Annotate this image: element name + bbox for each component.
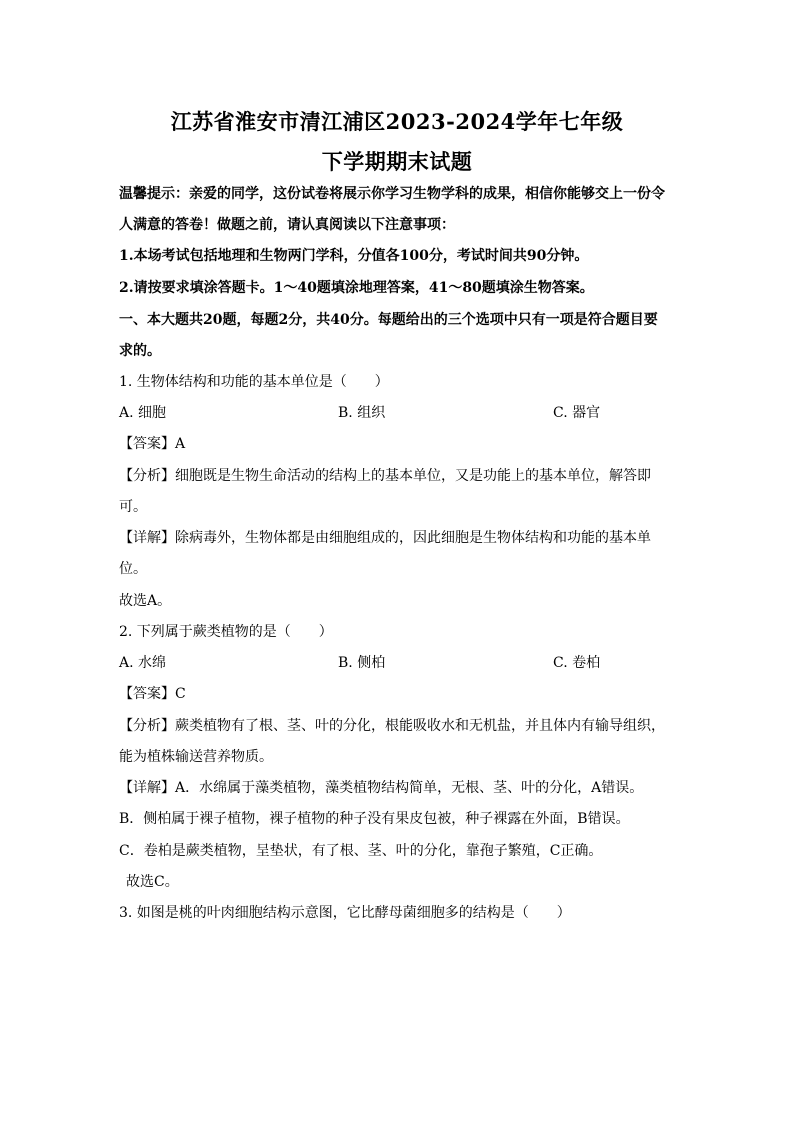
exam-rule: 2.请按要求填涂答题卡。1～40题填涂地理答案，41～80题填涂生物答案。 — [119, 280, 594, 296]
question-stem: 2. 下列属于蕨类植物的是（ ） — [119, 624, 333, 640]
detail-line: 【详解】除病毒外，生物体都是由细胞组成的，因此细胞是生物体结构和功能的基本单 — [119, 530, 651, 546]
conclusion-line: 故选C。 — [126, 874, 179, 890]
analysis-line: 【分析】细胞既是生物生命活动的结构上的基本单位，又是功能上的基本单位，解答即 — [119, 468, 651, 484]
detail-line: C．卷柏是蕨类植物，呈垫状，有了根、茎、叶的分化，靠孢子繁殖，C正确。 — [119, 843, 603, 859]
conclusion-line: 故选A。 — [119, 593, 172, 609]
question-option: B. 侧柏 — [338, 655, 386, 671]
question-option: A. 细胞 — [119, 405, 167, 421]
notice-line: 人满意的答卷！做题之前，请认真阅读以下注意事项： — [119, 217, 455, 233]
section-heading: 一、本大题共20题，每题2分，共40分。每题给出的三个选项中只有一项是符合题目要 — [119, 312, 658, 328]
section-heading: 求的。 — [119, 343, 161, 359]
exam-rule: 1.本场考试包括地理和生物两门学科，分值各100分，考试时间共90分钟。 — [119, 248, 589, 264]
question-option: C. 卷柏 — [553, 655, 601, 671]
analysis-line: 能为植株输送营养物质。 — [119, 749, 273, 765]
detail-line: 位。 — [119, 561, 147, 577]
question-option: A. 水绵 — [119, 655, 167, 671]
detail-line: B．侧柏属于裸子植物，裸子植物的种子没有果皮包被，种子裸露在外面，B错误。 — [119, 811, 630, 827]
document-subtitle: 下学期期末试题 — [321, 149, 473, 174]
question-stem: 1. 生物体结构和功能的基本单位是（ ） — [119, 374, 389, 390]
notice-line: 温馨提示：亲爱的同学，这份试卷将展示你学习生物学科的成果，相信你能够交上一份令 — [119, 186, 665, 202]
analysis-line: 【分析】蕨类植物有了根、茎、叶的分化，根能吸收水和无机盐，并且体内有输导组织， — [119, 718, 665, 734]
detail-line: 【详解】A．水绵属于藻类植物，藻类植物结构简单，无根、茎、叶的分化，A错误。 — [119, 780, 644, 796]
analysis-line: 可。 — [119, 499, 147, 515]
answer-line: 【答案】A — [119, 436, 186, 452]
question-option: B. 组织 — [338, 405, 386, 421]
document-title: 江苏省淮安市清江浦区2023-2024学年七年级 — [170, 109, 624, 134]
question-option: C. 器官 — [553, 405, 601, 421]
question-stem: 3. 如图是桃的叶肉细胞结构示意图，它比酵母菌细胞多的结构是（ ） — [119, 905, 571, 921]
answer-line: 【答案】C — [119, 686, 186, 702]
